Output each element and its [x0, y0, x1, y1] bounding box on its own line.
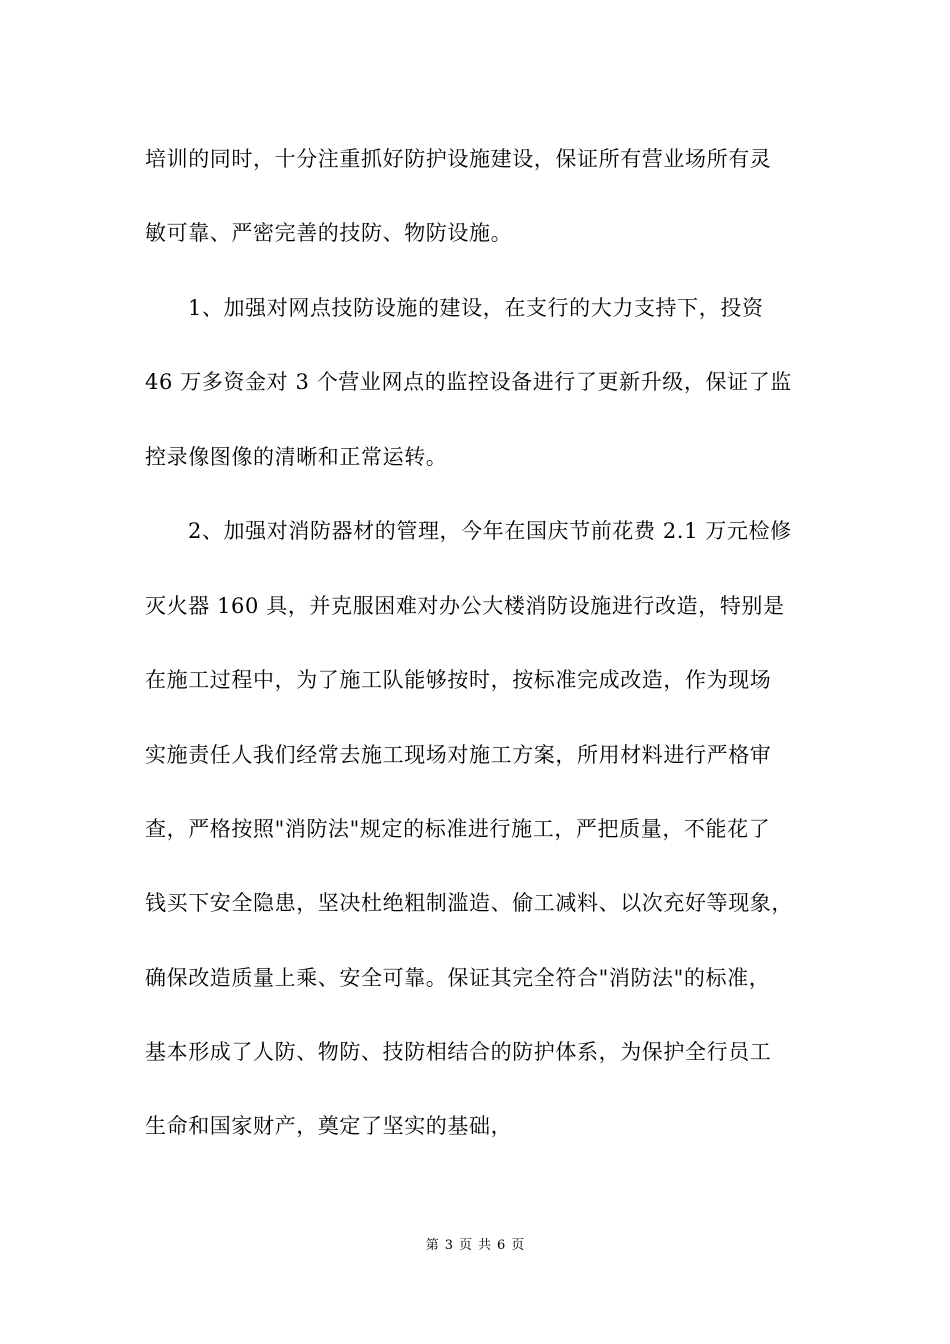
footer-ye: 页 — [458, 1238, 472, 1253]
text-line-9: 实施责任人我们经常去施工现场对施工方案，所用材料进行严格审 — [145, 743, 772, 767]
text-line-2: 敏可靠、严密完善的技防、物防设施。 — [145, 221, 513, 245]
text-line-3: 1、加强对网点技防设施的建设，在支行的大力支持下，投资 — [188, 296, 764, 320]
footer-current-page: 3 — [444, 1238, 453, 1253]
text-line-7: 灭火器 160 具，并克服困难对办公大楼消防设施进行改造，特别是 — [145, 594, 785, 618]
text-line-8: 在施工过程中，为了施工队能够按时，按标准完成改造，作为现场 — [145, 668, 772, 692]
footer-gong: 共 — [478, 1238, 492, 1253]
text-line-4: 46 万多资金对 3 个营业网点的监控设备进行了更新升级，保证了监 — [145, 370, 792, 394]
text-line-11: 钱买下安全隐患，坚决杜绝粗制滥造、偷工减料、以次充好等现象， — [145, 891, 793, 915]
footer-total-pages: 6 — [497, 1238, 506, 1253]
footer-ye-end: 页 — [511, 1238, 525, 1253]
text-line-14: 生命和国家财产，奠定了坚实的基础， — [145, 1114, 513, 1138]
text-line-6: 2、加强对消防器材的管理，今年在国庆节前花费 2.1 万元检修 — [188, 519, 792, 543]
text-line-1: 培训的同时，十分注重抓好防护设施建设，保证所有营业场所有灵 — [145, 147, 772, 171]
text-line-5: 控录像图像的清晰和正常运转。 — [145, 445, 448, 469]
footer-di: 第 — [425, 1238, 439, 1253]
page-footer — [0, 1237, 950, 1255]
text-line-10: 查，严格按照"消防法"规定的标准进行施工，严把质量，不能花了 — [145, 817, 771, 841]
text-line-13: 基本形成了人防、物防、技防相结合的防护体系，为保护全行员工 — [145, 1040, 772, 1064]
text-line-12: 确保改造质量上乘、安全可靠。保证其完全符合"消防法"的标准， — [145, 966, 771, 990]
